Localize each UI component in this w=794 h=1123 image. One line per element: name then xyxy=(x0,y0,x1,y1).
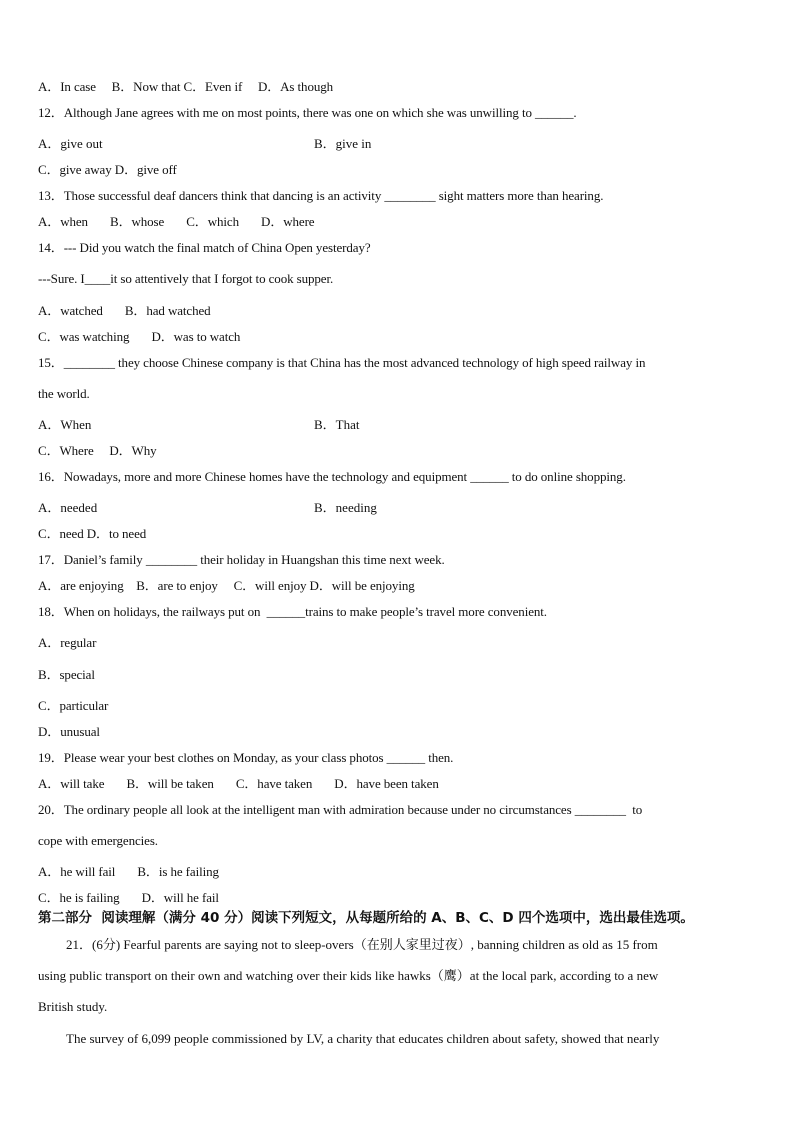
section-heading: 第二部分 阅读理解（满分 40 分）阅读下列短文，从每题所给的 A、B、C、D 四个选项中，选出最佳选项。 xyxy=(38,910,694,926)
q17-options: A．are enjoying B．are to enjoy C．will enjoy D．will be enjoying xyxy=(38,578,415,593)
passage-line-4: The survey of 6,099 people commissioned by LV, a charity that educates children about safety, showed that nearly xyxy=(66,1031,660,1046)
q12-option-b: B．give in xyxy=(314,136,372,151)
q16-options-cd: C．need D．to need xyxy=(38,526,147,541)
question-18: 18．When on holidays, the railways put on ______trains to make people’s travel more convenient. xyxy=(38,604,547,619)
question-14-reply: ---Sure. I____it so attentively that I forgot to cook supper. xyxy=(38,271,334,286)
q14-options-cd: C．was watching D．was to watch xyxy=(38,329,241,344)
passage-line-3: British study. xyxy=(38,999,108,1014)
q12-option-a: A．give out xyxy=(38,136,103,151)
q20-options-ab: A．he will fail B．is he failing xyxy=(38,864,219,879)
passage-line-1: 21．(6分) Fearful parents are saying not to sleep-overs（在别人家里过夜）, banning children as old as 15 from xyxy=(66,937,658,952)
question-13: 13．Those successful deaf dancers think that dancing is an activity ________ sight matters more than hearing. xyxy=(38,188,604,203)
q14-options-ab: A．watched B．had watched xyxy=(38,303,211,318)
question-17: 17．Daniel’s family ________ their holiday in Huangshan this time next week. xyxy=(38,552,445,567)
q16-option-b: B．needing xyxy=(314,500,377,515)
question-16: 16．Nowadays, more and more Chinese homes have the technology and equipment ______ to do online shopping. xyxy=(38,469,626,484)
q12-options-cd: C．give away D．give off xyxy=(38,162,177,177)
q19-options: A．will take B．will be taken C．have taken D．have been taken xyxy=(38,776,439,791)
q15-option-a: A．When xyxy=(38,417,92,432)
question-19: 19．Please wear your best clothes on Monday, as your class photos ______ then. xyxy=(38,750,454,765)
q11-options: A．In case B．Now that C．Even if D．As though xyxy=(38,79,334,94)
q15-option-b: B．That xyxy=(314,417,360,432)
q15-options-cd: C．Where D．Why xyxy=(38,443,157,458)
q16-option-a: A．needed xyxy=(38,500,98,515)
question-15-cont: the world. xyxy=(38,386,90,401)
passage-line-2: using public transport on their own and watching over their kids like hawks（鹰）at the local park, according to a new xyxy=(38,968,659,983)
question-20-cont: cope with emergencies. xyxy=(38,833,158,848)
q18-option-c: C．particular xyxy=(38,698,109,713)
q18-option-a: A．regular xyxy=(38,635,97,650)
question-12: 12．Although Jane agrees with me on most points, there was one on which she was unwilling to ______. xyxy=(38,105,577,120)
question-14: 14．--- Did you watch the final match of China Open yesterday? xyxy=(38,240,371,255)
question-20: 20．The ordinary people all look at the intelligent man with admiration because under no circumstances ________ to xyxy=(38,802,643,817)
q20-options-cd: C．he is failing D．will he fail xyxy=(38,890,219,905)
q13-options: A．when B．whose C．which D．where xyxy=(38,214,315,229)
question-15: 15．________ they choose Chinese company is that China has the most advanced technology of high speed railway in xyxy=(38,355,646,370)
q18-option-b: B．special xyxy=(38,667,95,682)
q18-option-d: D．unusual xyxy=(38,724,100,739)
